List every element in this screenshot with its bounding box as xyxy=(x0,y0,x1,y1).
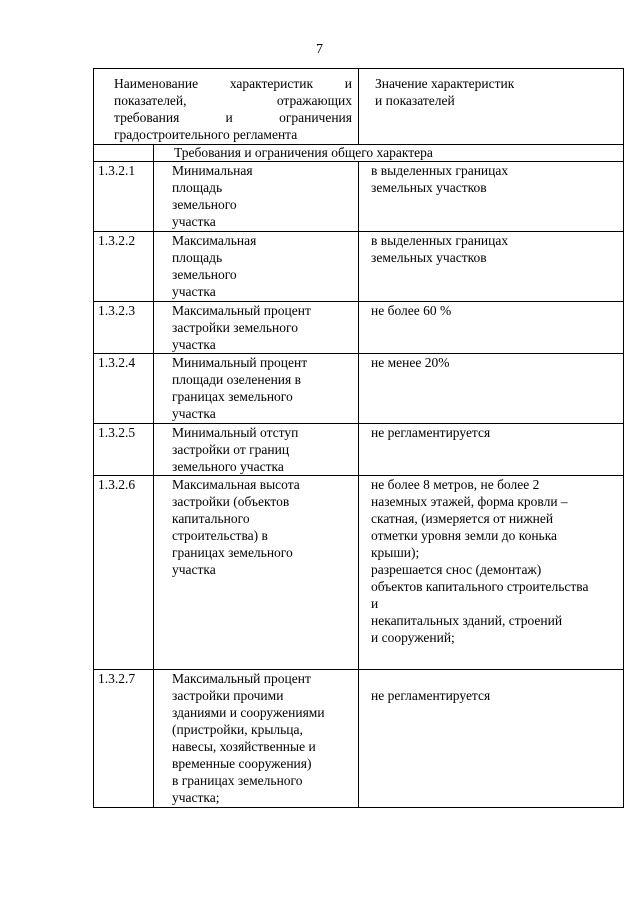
characteristic-name xyxy=(154,162,359,232)
characteristic-value xyxy=(359,162,624,232)
characteristic-name-line: Максимальная xyxy=(172,233,257,248)
table-header-row xyxy=(94,69,624,145)
header-value-line: и показателей xyxy=(375,93,455,108)
characteristic-name xyxy=(154,354,359,424)
characteristic-value-line: отметки уровня земли до конька xyxy=(371,528,558,543)
table-row xyxy=(94,162,624,232)
table-row xyxy=(94,302,624,354)
characteristic-name-line: площадь xyxy=(172,250,223,265)
characteristic-name-line: Максимальный процент xyxy=(172,671,311,686)
characteristic-name-line: границах земельного xyxy=(172,545,293,560)
characteristic-name-line: земельного участка xyxy=(172,459,284,474)
characteristic-name-line: участка xyxy=(172,214,216,229)
characteristic-name-line: (пристройки, крыльца, xyxy=(172,722,303,737)
section-row xyxy=(94,145,624,162)
characteristic-value-line: скатная, (измеряется от нижней xyxy=(371,511,554,526)
characteristic-name-line: застройки от границ xyxy=(172,442,290,457)
table-row xyxy=(94,424,624,476)
section-empty-cell xyxy=(94,145,154,162)
characteristic-value xyxy=(359,476,624,670)
characteristic-name-line: Минимальная xyxy=(172,163,253,178)
characteristic-value-line: не регламентируется xyxy=(371,425,491,440)
characteristic-name-line: Минимальный отступ xyxy=(172,425,299,440)
row-number: 1.3.2.7 xyxy=(94,670,154,808)
characteristic-name-line: временные сооружения) xyxy=(172,756,312,771)
characteristic-value-line: не более 60 % xyxy=(371,303,452,318)
characteristic-name-line: границах земельного xyxy=(172,389,293,404)
regulation-table xyxy=(93,68,624,808)
characteristic-value-line: не менее 20% xyxy=(371,355,450,370)
table-row xyxy=(94,670,624,808)
characteristic-value-line: разрешается снос (демонтаж) xyxy=(371,562,542,577)
characteristic-value-line: некапитальных зданий, строений xyxy=(371,613,563,628)
header-value-line: Значение характеристик xyxy=(375,76,515,91)
characteristic-value-line: объектов капитального строительства xyxy=(371,579,589,594)
header-name-line: показателей, отражающих xyxy=(114,93,352,108)
characteristic-name-line: зданиями и сооружениями xyxy=(172,705,325,720)
characteristic-value-line: крыши); xyxy=(371,545,420,560)
characteristic-value xyxy=(359,302,624,354)
characteristic-name-line: Максимальная высота xyxy=(172,477,300,492)
row-number: 1.3.2.6 xyxy=(94,476,154,670)
table-row xyxy=(94,232,624,302)
characteristic-value-line: и сооружений; xyxy=(371,630,455,645)
row-number: 1.3.2.4 xyxy=(94,354,154,424)
characteristic-name xyxy=(154,670,359,808)
header-name-line: требования и ограничения xyxy=(114,110,352,125)
header-name-line: градостроительного регламента xyxy=(114,127,298,142)
characteristic-name xyxy=(154,424,359,476)
section-title: Требования и ограничения общего характера xyxy=(154,145,624,162)
characteristic-name-line: участка xyxy=(172,406,216,421)
characteristic-value-line: не регламентируется xyxy=(371,688,491,703)
characteristic-name-line: участка xyxy=(172,337,216,352)
characteristic-value xyxy=(359,670,624,808)
characteristic-value-line: наземных этажей, форма кровли – xyxy=(371,494,568,509)
characteristic-value-line: земельных участков xyxy=(371,180,487,195)
characteristic-name-line: застройки земельного xyxy=(172,320,298,335)
header-value-cell xyxy=(359,69,624,145)
characteristic-value-line: в выделенных границах xyxy=(371,233,509,248)
characteristic-name-line: площадь xyxy=(172,180,223,195)
characteristic-name-line: застройки прочими xyxy=(172,688,284,703)
row-number: 1.3.2.1 xyxy=(94,162,154,232)
characteristic-value-line: не более 8 метров, не более 2 xyxy=(371,477,540,492)
characteristic-value-line xyxy=(371,670,621,687)
characteristic-value xyxy=(359,232,624,302)
characteristic-name-line: земельного xyxy=(172,267,237,282)
table-row xyxy=(94,354,624,424)
characteristic-name-line: застройки (объектов xyxy=(172,494,290,509)
characteristic-name-line: участка xyxy=(172,562,216,577)
characteristic-name-line: строительства) в xyxy=(172,528,268,543)
characteristic-name-line: земельного xyxy=(172,197,237,212)
header-name-cell xyxy=(94,69,359,145)
characteristic-name-line: капитального xyxy=(172,511,250,526)
row-number: 1.3.2.2 xyxy=(94,232,154,302)
characteristic-name-line: Минимальный процент xyxy=(172,355,308,370)
characteristic-value-line: земельных участков xyxy=(371,250,487,265)
characteristic-value-line: в выделенных границах xyxy=(371,163,509,178)
characteristic-value xyxy=(359,424,624,476)
table-row xyxy=(94,476,624,670)
characteristic-name-line: навесы, хозяйственные и xyxy=(172,739,316,754)
characteristic-value xyxy=(359,354,624,424)
characteristic-name-line: участка; xyxy=(172,790,220,805)
characteristic-name-line: площади озеленения в xyxy=(172,372,301,387)
table-body xyxy=(94,162,624,808)
header-name-line: Наименование характеристик и xyxy=(114,76,352,91)
characteristic-name xyxy=(154,302,359,354)
characteristic-name-line: в границах земельного xyxy=(172,773,303,788)
page-number: 7 xyxy=(316,42,323,57)
characteristic-name xyxy=(154,232,359,302)
characteristic-name xyxy=(154,476,359,670)
row-number: 1.3.2.5 xyxy=(94,424,154,476)
characteristic-value-line: и xyxy=(371,596,379,611)
characteristic-name-line: участка xyxy=(172,284,216,299)
characteristic-name-line: Максимальный процент xyxy=(172,303,311,318)
row-number: 1.3.2.3 xyxy=(94,302,154,354)
